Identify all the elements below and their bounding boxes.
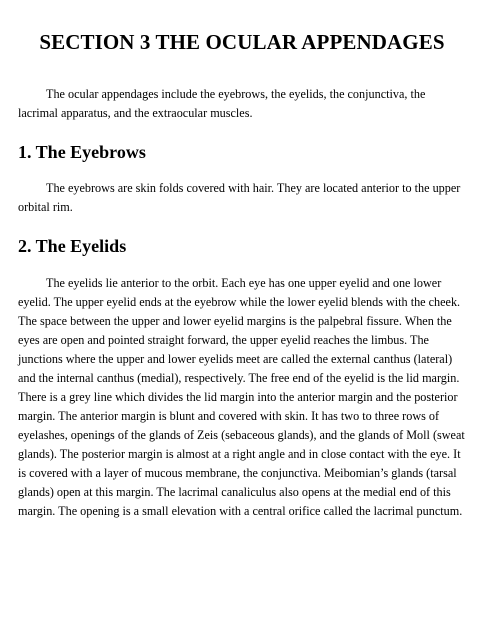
paragraph-eyelids: The eyelids lie anterior to the orbit. Each eye has one upper eyelid and one lower eyelid. The upper eyelid ends at the eyebrow while the lower eyelid blends with the cheek. The space between the upper and lower eyelid margins is the palpebral fissure. When the eyes are open and pointed straight forward, the upper eyelid reaches the limbus. The junctions where the upper and lower eyelids meet are called the external canthus (lateral) and the internal canthus (medial), respectively. The free end of the eyelid is the lid margin. There is a grey line which divides the lid margin into the anterior margin and the posterior margin. The anterior margin is blunt and covered with skin. It has two to three rows of eyelashes, openings of the glands of Zeis (sebaceous glands), and the glands of Moll (sweat glands). The posterior margin is almost at a right angle and in close contact with the eye. It is covered with a layer of mucous membrane, the conjunctiva. Meibomian’s glands (tarsal glands) open at this margin. The lacrimal canaliculus also opens at the medial end of this margin. The opening is a small elevation with a central orifice called the lacrimal punctum. xyxy=(18,276,465,518)
intro-paragraph: The ocular appendages include the eyebrows, the eyelids, the conjunctiva, the lacrimal apparatus, and the extraocular muscles. xyxy=(18,87,426,120)
heading-eyebrows: 1. The Eyebrows xyxy=(18,142,146,162)
paragraph-eyebrows: The eyebrows are skin folds covered with hair. They are located anterior to the upper orbital rim. xyxy=(18,181,461,214)
section-title: SECTION 3 THE OCULAR APPENDAGES xyxy=(39,30,445,54)
heading-eyelids: 2. The Eyelids xyxy=(18,236,127,256)
